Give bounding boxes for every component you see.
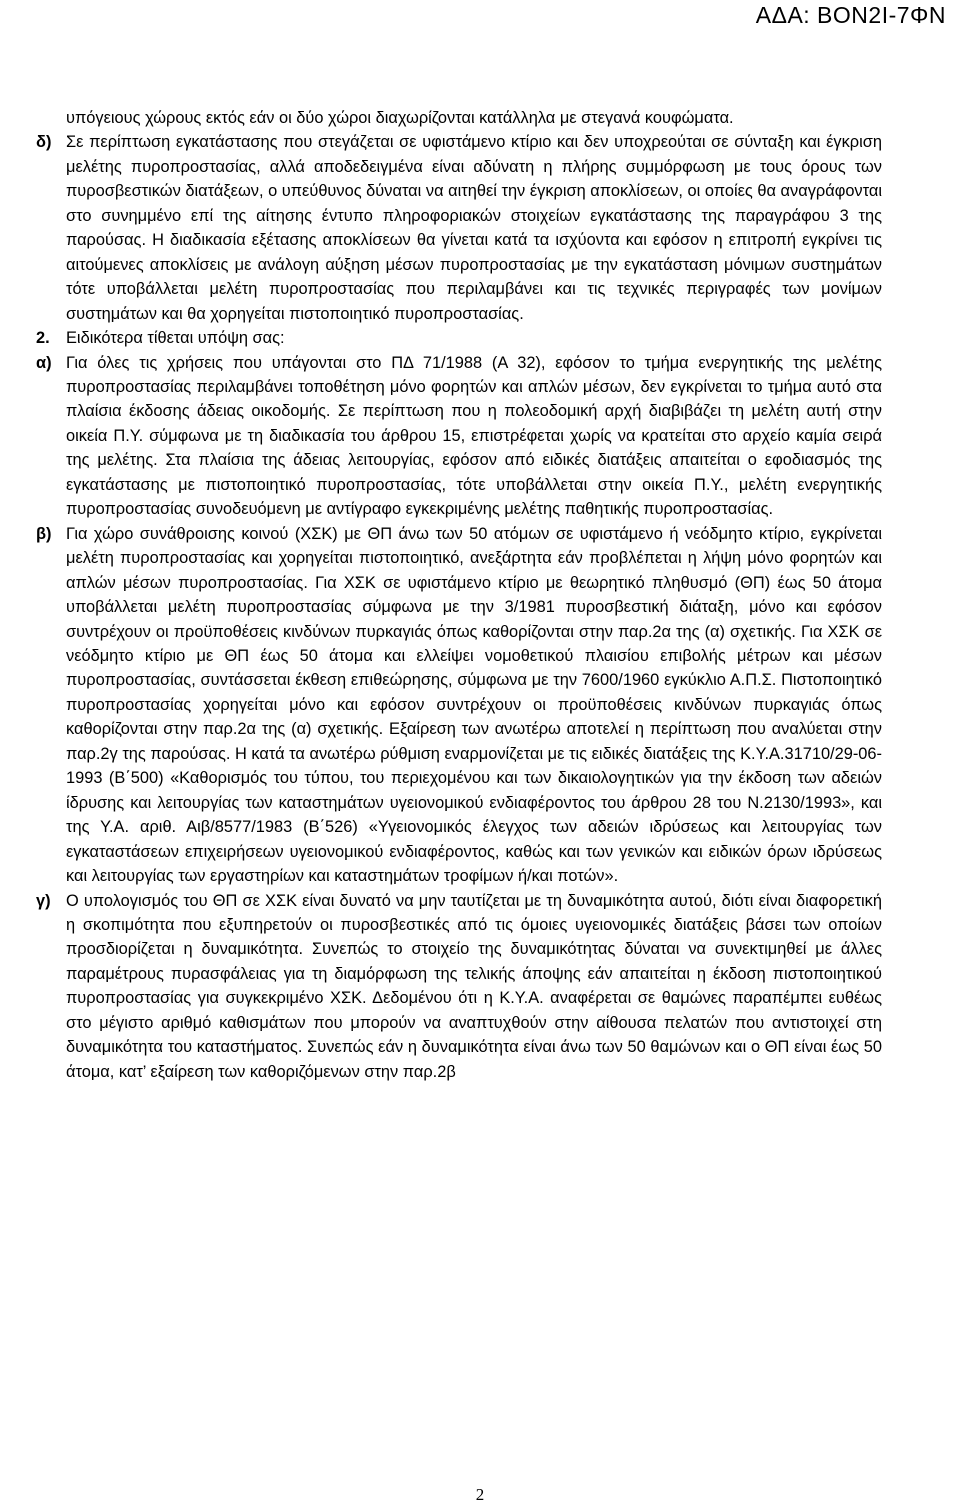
item-gamma-label: γ) (36, 891, 51, 910)
item-gamma-text: Ο υπολογισμός του ΘΠ σε ΧΣΚ είναι δυνατό να μην ταυτίζεται με τη δυναμικότητα αυτού, διότι είναι διαφορετική η σκοπιμότητα που εξυπηρετούν οι πυροσβεστικές από τις όμοιες υγειονομικές διατάξεις βάσει των οποίων προσδιορίζεται η δυναμικότητα. Συνεπώς το στοιχείο της δυναμικότητας δύναται να συνεκτιμηθεί με άλλες παραμέτρους πυρασφάλειας για τη διαμόρφωση της τελικής άποψης εάν απαιτείται η έκδοση πιστοποιητικού πυροπροστασίας για συγκεκριμένο ΧΣΚ. Δεδομένου ότι η Κ.Υ.Α. αναφέρεται σε θαμώνες παραπέμπει ευθέως στο μέγιστο αριθμό καθισμάτων που μπορούν να αναπτυχθούν στην αίθουσα πελατών που αντιστοιχεί στη δυναμικότητα του καταστήματος. Συνεπώς εάν η δυναμικότητα είναι άνω των 50 θαμώνων και ο ΘΠ είναι έως 50 άτομα, κατ’ εξαίρεση των καθοριζόμενων στην παρ.2β (66, 891, 882, 1081)
item-delta-text: Σε περίπτωση εγκατάστασης που στεγάζεται σε υφιστάμενο κτίριο και δεν υποχρεούται σε σύνταξη και έγκριση μελέτης πυροπροστασίας, αλλά αποδεδειγμένα είναι αδύνατη η πλήρης συμμόρφωση με τους όρους των πυροσβεστικών διατάξεων, ο υπεύθυνος δύναται να αιτηθεί την έγκριση αποκλίσεων, οι οποίες θα αναγράφονται στο συνημμένο επί της αίτησης έντυπο πληροφοριακών στοιχείων εγκατάστασης της παραγράφου 3 της παρούσας. Η διαδικασία εξέτασης αποκλίσεων θα γίνεται κατά τα ισχύοντα και εφόσον η επιτροπή εγκρίνει τις αιτούμενες αποκλίσεις με ανάλογη αύξηση μέσων πυροπροστασίας με την εγκατάσταση μόνιμων συστημάτων τότε υποβάλλεται μελέτη πυροπροστασίας που περιλαμβάνει και τις τεχνικές περιγραφές των μονίμων συστημάτων και θα χορηγείται πιστοποιητικό πυροπροστασίας. (66, 133, 882, 323)
item-beta-text: Για χώρο συνάθροισης κοινού (ΧΣΚ) με ΘΠ άνω των 50 ατόμων σε υφιστάμενο ή νεόδμητο κτίριο, εγκρίνεται μελέτη πυροπροστασίας και χορηγείται πιστοποιητικό, ανεξάρτητα εάν προβλέπεται η λήψη μόνο φορητών και απλών μέσων πυροπροστασίας. Για ΧΣΚ σε υφιστάμενο κτίριο με θεωρητικό πληθυσμό (ΘΠ) έως 50 άτομα υποβάλλεται μελέτη πυροπροστασίας σύμφωνα με την 3/1981 πυροσβεστική διάταξη, μόνο και εφόσον συντρέχουν οι προϋποθέσεις κινδύνων πυρκαγιάς όπως καθορίζονται στην παρ.2α της (α) σχετικής. Για ΧΣΚ σε νεόδμητο κτίριο με ΘΠ έως 50 άτομα και ελλείψει νομοθετικού πλαισίου επιβολής μέτρων και μέσων πυροπροστασίας, συντάσσεται έκθεση επιθεώρησης, σύμφωνα με την 7600/1960 εγκύκλιο Α.Π.Σ. Πιστοποιητικό πυροπροστασίας χορηγείται μόνο και εφόσον συντρέχουν οι προϋποθέσεις κινδύνων πυρκαγιάς όπως καθορίζονται στην παρ.2α της (α) σχετικής. Εξαίρεση των ανωτέρω αποτελεί η περίπτωση που αναλύεται στην παρ.2γ της παρούσας. Η κατά τα ανωτέρω ρύθμιση εναρμονίζεται με τις ειδικές διατάξεις της Κ.Υ.Α.31710/29-06-1993 (Β΄500) «Καθορισμός του τύπου, του περιεχομένου και των δικαιολογητικών για την έκδοση των αδειών ίδρυσης και λειτουργίας των καταστημάτων υγειονομικού ενδιαφέροντος του άρθρου 28 του Ν.2130/1993», και της Υ.Α. αριθ. Αιβ/8577/1983 (Β΄526) «Υγειονομικός έλεγχος των αδειών ιδρύσεως και λειτουργίας των εγκαταστάσεων επιχειρήσεων υγειονομικού ενδιαφέροντος, καθώς και των γενικών και ειδικών όρων ιδρύσεως και λειτουργίας των εργαστηρίων και καταστημάτων τροφίμων ή/και ποτών». (66, 524, 882, 886)
item-beta (36, 522, 882, 889)
item-beta-label: β) (36, 524, 52, 543)
item-gamma (36, 889, 882, 1085)
item-alpha (36, 351, 882, 522)
item-alpha-label: α) (36, 353, 52, 372)
section-2 (36, 326, 882, 350)
page-number: 2 (475, 1485, 485, 1504)
ada-code: ΑΔΑ: ΒΟΝ2Ι-7ΦΝ (755, 2, 946, 28)
item-delta-label: δ) (36, 133, 52, 152)
document-body (36, 106, 882, 1084)
section-2-label: 2. (36, 329, 50, 348)
item-alpha-text: Για όλες τις χρήσεις που υπάγονται στο ΠΔ 71/1988 (Α 32), εφόσον το τμήμα ενεργητικής της μελέτης πυροπροστασίας περιλαμβάνει τοποθέτηση μόνο φορητών και απλών μέσων, δεν εγκρίνεται το τμήμα αυτό στα πλαίσια έκδοσης άδειας οικοδομής. Σε περίπτωση που η πολεοδομική αρχή διαβιβάζει τη μελέτη αυτή στην οικεία Π.Υ. σύμφωνα με τη διαδικασία του άρθρου 15, επιστρέφεται χωρίς να κρατείται στο αρχείο καμία σειρά της μελέτης. Στα πλαίσια της άδειας λειτουργίας, εφόσον από ειδικές διατάξεις απαιτείται ο εφοδιασμός της εγκατάστασης με πιστοποιητικό πυροπροστασίας, τότε υποβάλλεται στην οικεία Π.Υ., μελέτη ενεργητικής πυροπροστασίας συνοδευόμενη με αντίγραφο εγκεκριμένης μελέτης παθητικής πυροπροστασίας. (66, 353, 882, 519)
intro-paragraph: υπόγειους χώρους εκτός εάν οι δύο χώροι διαχωρίζονται κατάλληλα με στεγανά κουφώματα. (66, 109, 734, 127)
section-2-text: Ειδικότερα τίθεται υπόψη σας: (66, 329, 285, 348)
item-delta (36, 130, 882, 326)
